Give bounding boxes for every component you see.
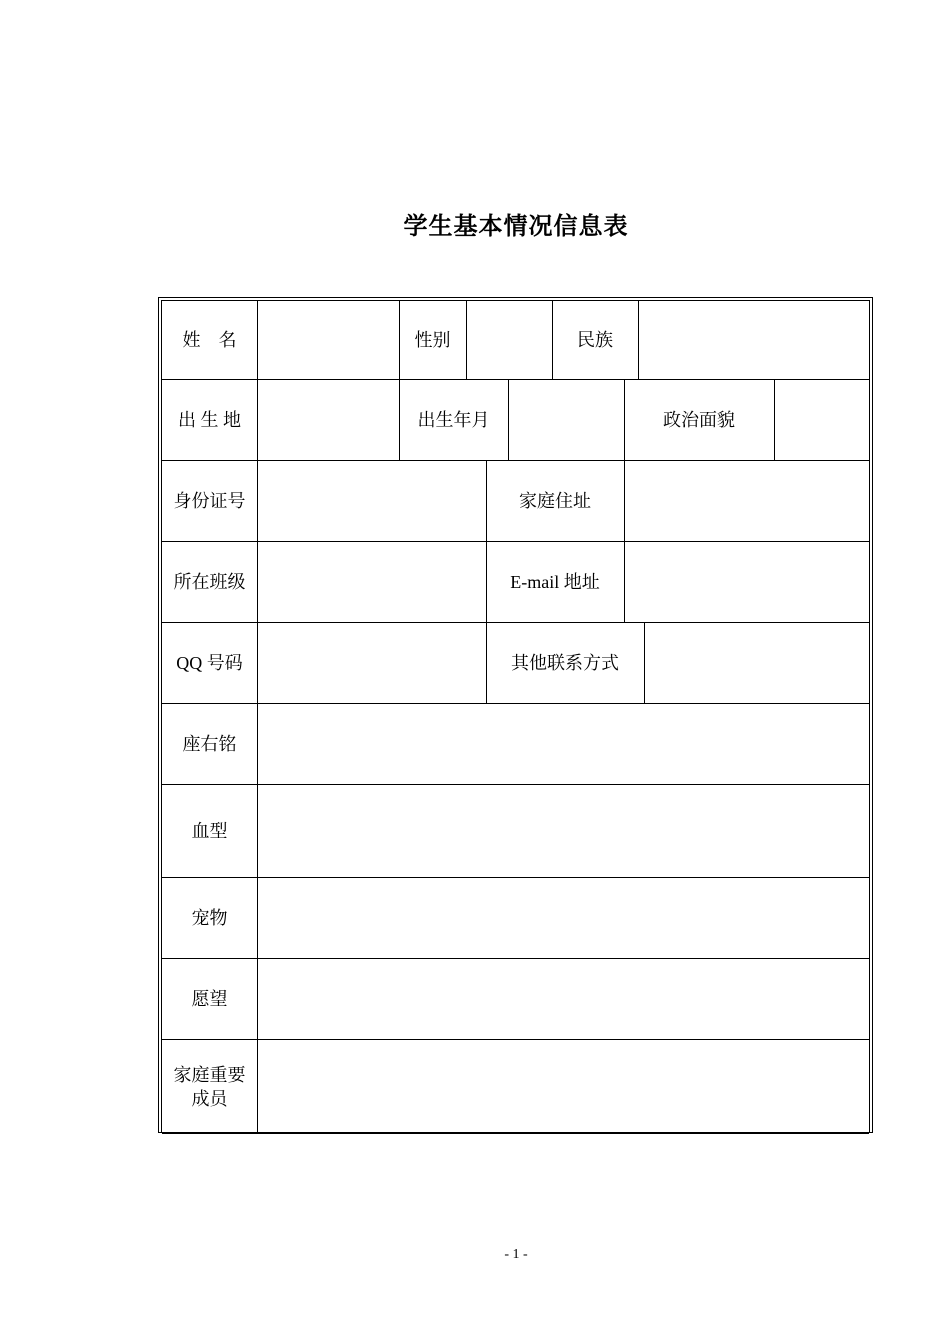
id-field[interactable] — [257, 461, 486, 541]
contact-label-text: 其他联系方式 — [511, 653, 619, 673]
address-label — [486, 461, 624, 541]
email-label-text: E-mail 地址 — [510, 572, 600, 592]
name-label — [162, 301, 257, 379]
qq-field[interactable] — [257, 623, 486, 703]
pet-field[interactable] — [257, 878, 869, 958]
row-family — [162, 1040, 869, 1134]
birthplace-field[interactable] — [257, 380, 399, 460]
political-label-text: 政治面貌 — [663, 410, 735, 430]
birthdate-label-text: 出生年月 — [417, 410, 490, 430]
page-number: - 1 - — [504, 1247, 528, 1262]
email-field[interactable] — [624, 542, 869, 622]
row-birth — [162, 380, 869, 461]
gender-label — [399, 301, 466, 379]
row-blood — [162, 785, 869, 878]
family-label — [162, 1040, 257, 1133]
blood-label-text: 血型 — [191, 821, 228, 841]
wish-field[interactable] — [257, 959, 869, 1039]
contact-label — [486, 623, 644, 703]
motto-field[interactable] — [257, 704, 869, 784]
blood-field[interactable] — [257, 785, 869, 877]
student-info-form — [158, 297, 873, 1133]
row-id — [162, 461, 869, 542]
form-grid — [161, 300, 870, 1132]
political-label — [624, 380, 774, 460]
ethnic-label-text: 民族 — [577, 330, 613, 350]
family-field[interactable] — [257, 1040, 869, 1133]
qq-label — [162, 623, 257, 703]
id-label — [162, 461, 257, 541]
gender-label-text: 性别 — [414, 330, 451, 350]
row-wish — [162, 959, 869, 1040]
wish-label-text: 愿望 — [191, 989, 228, 1009]
birthdate-field[interactable] — [508, 380, 624, 460]
page-title: 学生基本情况信息表 — [403, 212, 629, 240]
row-motto — [162, 704, 869, 785]
birthplace-label — [162, 380, 257, 460]
pet-label — [162, 878, 257, 958]
row-pet — [162, 878, 869, 959]
ethnic-label — [552, 301, 638, 379]
motto-label — [162, 704, 257, 784]
family-label-line1: 家庭重要 — [173, 1064, 246, 1085]
family-label-line2: 成员 — [191, 1088, 228, 1109]
id-label-text: 身份证号 — [173, 491, 246, 511]
political-field[interactable] — [774, 380, 869, 460]
gender-field[interactable] — [466, 301, 552, 379]
name-label-text: 姓 名 — [182, 330, 237, 350]
row-name — [162, 301, 869, 380]
name-field[interactable] — [257, 301, 399, 379]
class-field[interactable] — [257, 542, 486, 622]
blood-label — [162, 785, 257, 877]
motto-label-text: 座右铭 — [182, 734, 237, 754]
ethnic-field[interactable] — [638, 301, 869, 379]
class-label-text: 所在班级 — [173, 572, 246, 592]
address-field[interactable] — [624, 461, 869, 541]
birthdate-label — [399, 380, 508, 460]
contact-field[interactable] — [644, 623, 869, 703]
address-label-text: 家庭住址 — [519, 491, 591, 511]
class-label — [162, 542, 257, 622]
row-qq — [162, 623, 869, 704]
email-label — [486, 542, 624, 622]
row-class — [162, 542, 869, 623]
qq-label-text: QQ 号码 — [176, 653, 243, 673]
birthplace-label-text: 出 生 地 — [178, 410, 241, 430]
pet-label-text: 宠物 — [191, 908, 228, 928]
wish-label — [162, 959, 257, 1039]
